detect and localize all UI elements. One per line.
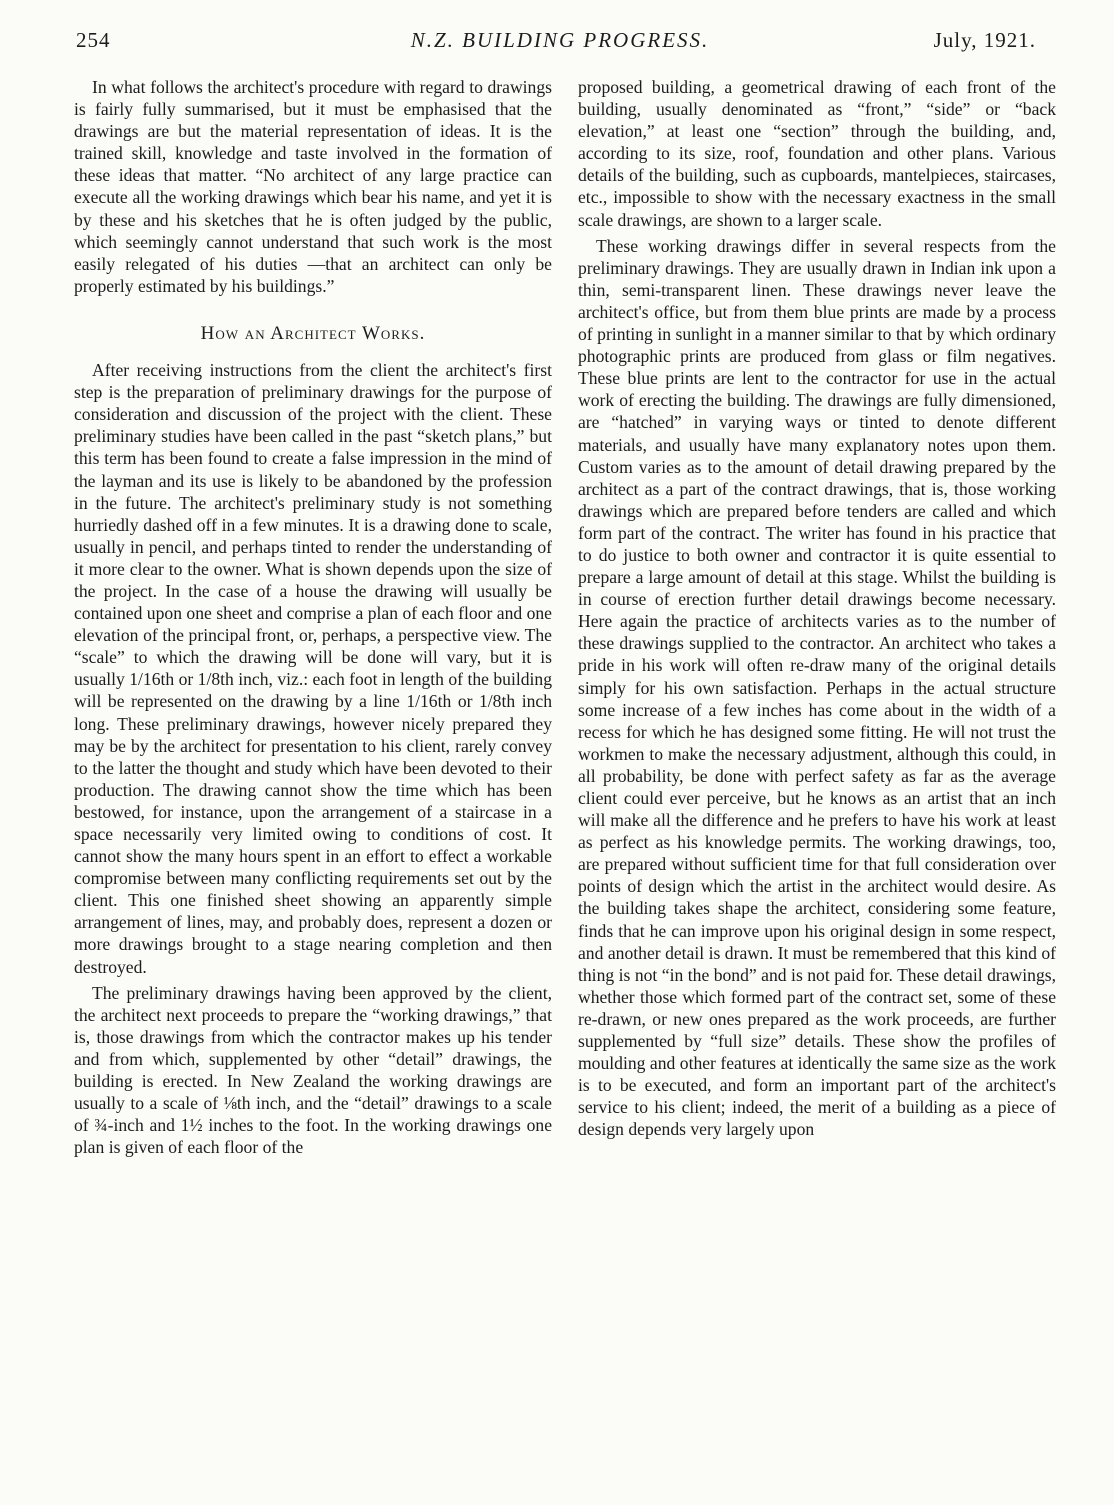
left-paragraph-1: In what follows the architect's procedure with regard to drawings is fairly fully summarised, but it must be emphasised that the drawings are but the material representation of ideas. It is the trained skill, knowledge and taste involved in the formation of these ideas that matter. “No architect of any large practice can execute all the working drawings which bear his name, and yet it is by these and his sketches that he is often judged by the public, which seemingly cannot understand that such work is the most easily relegated of his duties —that an architect can only be properly estimated by his buildings.” xyxy=(74,77,552,296)
left-column xyxy=(74,76,552,1158)
page-header xyxy=(76,28,1044,58)
page-number: 254 xyxy=(76,28,111,52)
issue-date: July, 1921. xyxy=(933,28,1036,52)
right-paragraph-1: proposed building, a geometrical drawing of each front of the building, usually denominated as “front,” “side” or “back elevation,” at least one “section” through the building, and, according to its size, roof, foundation and other plans. Various details of the building, such as cupboards, mantelpieces, staircases, etc., impossible to show with the necessary exactness in the small scale drawings, are shown to a larger scale. xyxy=(578,77,1056,230)
right-paragraph-2: These working drawings differ in several respects from the preliminary drawings. They are usually drawn in Indian ink upon a thin, semi-transparent linen. These drawings never leave the architect's office, but from them blue prints are made by a process of printing in sunlight in a manner similar to that by which ordinary photographic prints are produced from glass or film negatives. These blue prints are lent to the contractor for use in the actual work of erecting the building. The drawings are fully dimensioned, are “hatched” in varying ways or tinted to denote different materials, and usually have many explanatory notes upon them. Custom varies as to the amount of detail drawing prepared by the architect as a part of the contract drawings, that is, those working drawings which are prepared before tenders are called and which form part of the contract. The writer has found in his practice that to do justice to both owner and contractor it is quite essential to prepare a large amount of detail at this stage. Whilst the building is in course of erection further detail drawings become necessary. Here again the practice of architects varies as to the number of these drawings supplied to the contractor. An architect who takes a pride in his work will often re-draw many of the original details simply for his own satisfaction. Perhaps in the actual structure some increase of a few inches has come about in the width of a recess for which he has designed some fitting. He will not trust the workmen to make the necessary adjustment, although this could, in all probability, be done with perfect safety as far as the average client could ever perceive, but he knows as an artist that an inch will make all the difference and he prefers to have his work at least as perfect as his knowledge permits. The working drawings, too, are prepared without sufficient time for that full consideration over points of design which the artist in the architect would desire. As the building takes shape the architect, considering some feature, finds that he can improve upon his original design in some respect, and another detail is drawn. It must be remembered that this kind of thing is not “in the bond” and is not paid for. These detail drawings, whether those which formed part of the contract set, some of these re-drawn, or new ones prepared as the work proceeds, are further supplemented by “full size” details. These show the profiles of moulding and other features at identically the same size as the work is to be executed, and form an important part of the architect's service to his client; indeed, the merit of a building as a piece of design depends very largely upon xyxy=(578,235,1056,1140)
section-heading: How an Architect Works. xyxy=(200,322,426,344)
left-paragraph-2: After receiving instructions from the client the architect's first step is the preparation of preliminary drawings for the purpose of consideration and discussion of the project with the client. These preliminary studies have been called in the past “sketch plans,” but this term has been found to create a false impression in the mind of the layman and its use is likely to be abandoned by the profession in the future. The architect's preliminary study is not something hurriedly dashed off in a few minutes. It is a drawing done to scale, usually in pencil, and perhaps tinted to render the understanding of it more clear to the owner. What is shown depends upon the size of the project. In the case of a house the drawing will usually be contained upon one sheet and comprise a plan of each floor and one elevation of the principal front, or, perhaps, a perspective view. The “scale” to which the drawing will be done will vary, but it is usually 1/16th or 1/8th inch, viz.: each foot in length of the building will be represented on the drawing by a line 1/16th or 1/8th inch long. These preliminary drawings, however nicely prepared they may be by the architect for presentation to his client, rarely convey to the latter the thought and study which have been devoted to their production. The drawing cannot show the time which has been bestowed, for instance, upon the arrangement of a staircase in a space necessarily very limited owing to conditions of cost. It cannot show the many hours spent in an effort to effect a workable compromise between many conflicting requirements set out by the client. This one finished sheet showing an apparently simple arrangement of lines, may, and probably does, represent a dozen or more drawings brought to a stage nearing completion and then destroyed. xyxy=(74,360,552,977)
left-paragraph-3: The preliminary drawings having been approved by the client, the architect next proceeds to prepare the “working drawings,” that is, those drawings from which the contractor makes up his tender and from which, supplemented by other “detail” drawings, the building is erected. In New Zealand the working drawings are usually to a scale of ⅛th inch, and the “detail” drawings to a scale of ¾-inch and 1½ inches to the foot. In the working drawings one plan is given of each floor of the xyxy=(74,982,552,1158)
right-column xyxy=(578,76,1056,1141)
journal-title: N.Z. BUILDING PROGRESS. xyxy=(410,28,710,52)
